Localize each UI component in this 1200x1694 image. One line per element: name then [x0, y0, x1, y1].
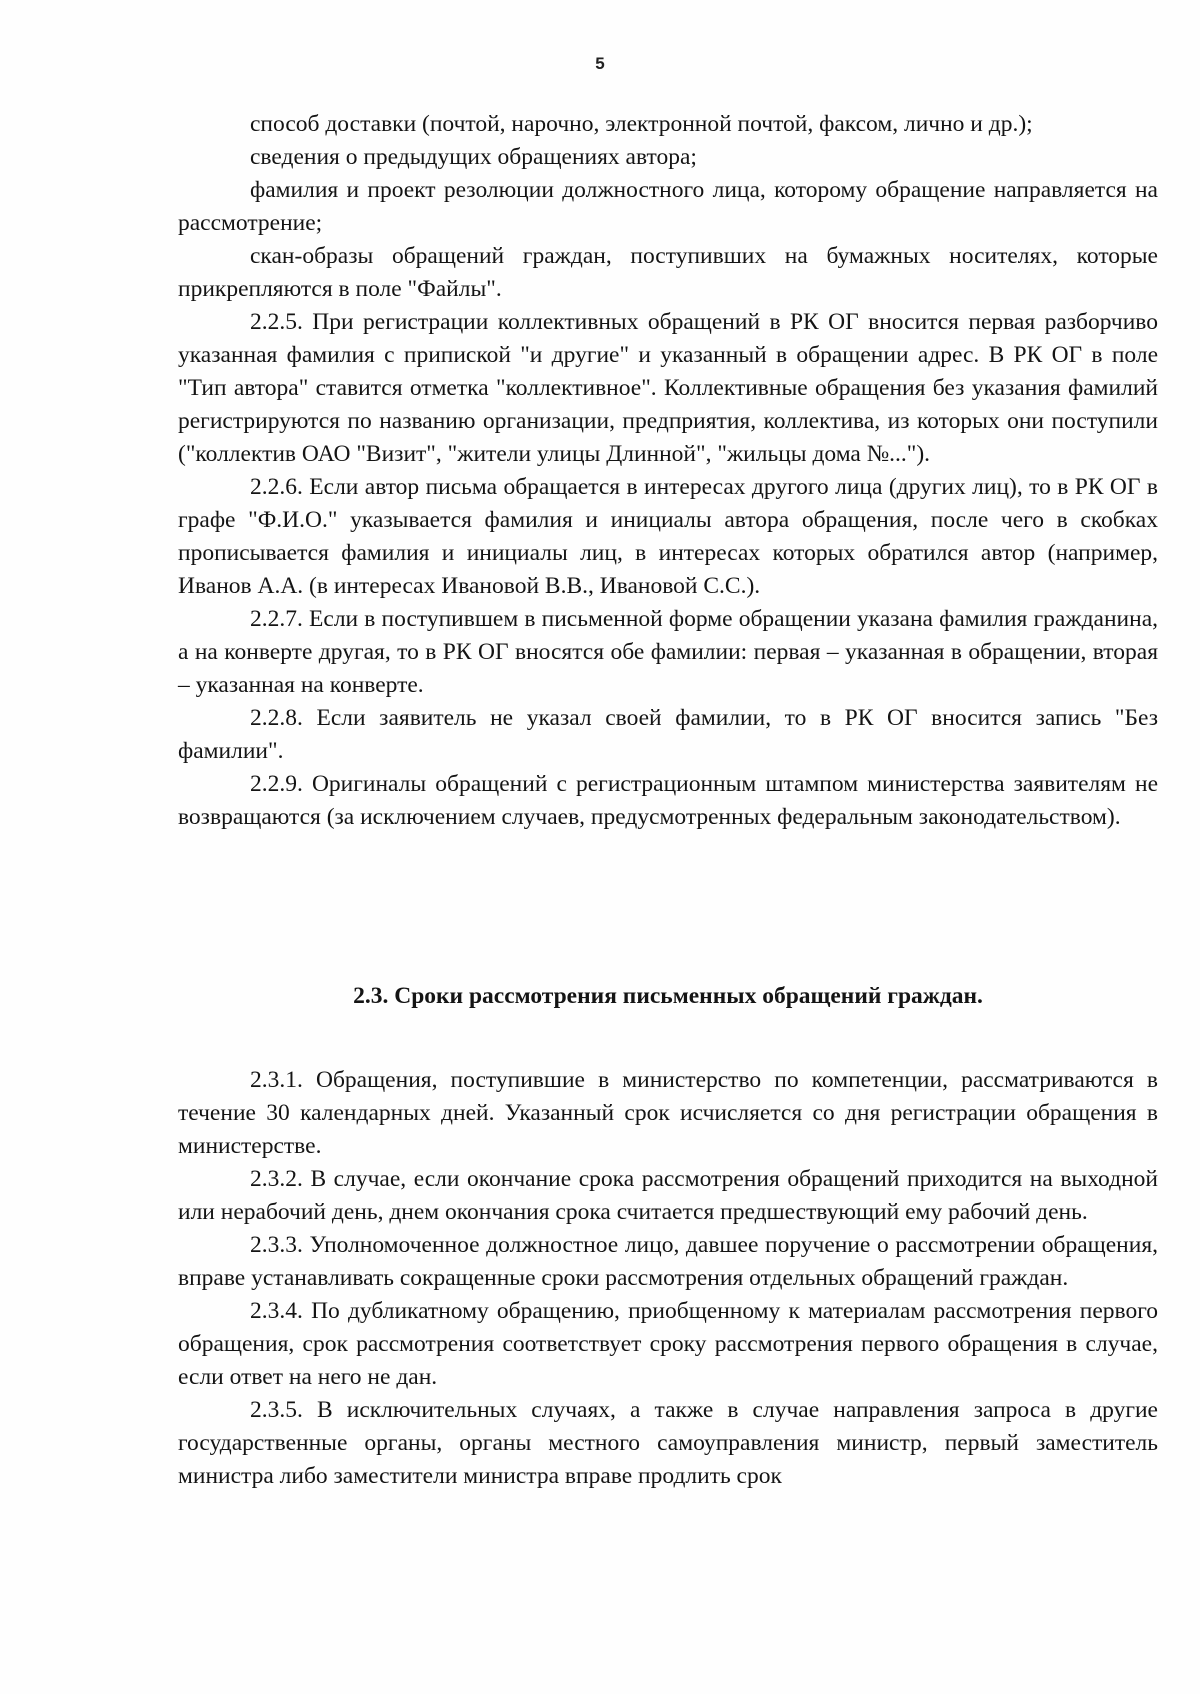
paragraph: 2.2.8. Если заявитель не указал своей фамилии, то в РК ОГ вносится запись "Без фамилии".	[178, 705, 1158, 764]
paragraph: 2.3.1. Обращения, поступившие в министерство по компетенции, рассматриваются в течение 30 календарных дней. Указанный срок исчисляется со дня регистрации обращения в министерстве.	[178, 1067, 1158, 1159]
paragraph: 2.3.4. По дубликатному обращению, приобщенному к материалам рассмотрения первого обращения, срок рассмотрения соответствует сроку рассмотрения первого обращения в случае, если ответ на него не дан.	[178, 1298, 1158, 1390]
paragraph: 2.2.7. Если в поступившем в письменной форме обращении указана фамилия гражданина, а на конверте другая, то в РК ОГ вносятся обе фамилии: первая – указанная в обращении, вторая – указанная на конверте.	[178, 606, 1158, 698]
top-text-block	[178, 108, 1158, 834]
paragraph: сведения о предыдущих обращениях автора;	[250, 144, 697, 170]
paragraph: 2.2.5. При регистрации коллективных обращений в РК ОГ вносится первая разборчиво указанная фамилия с припиской "и другие" и указанный в обращении адрес. В РК ОГ в поле "Тип автора" ставится отметка "коллективное". Коллективные обращения без указания фамилий регистрируются по названию организации, предприятия, коллектива, из которых они поступили ("коллектив ОАО "Визит", "жители улицы Длинной", "жильцы дома №...").	[178, 309, 1158, 467]
paragraph: 2.3.3. Уполномоченное должностное лицо, давшее поручение о рассмотрении обращения, вправе устанавливать сокращенные сроки рассмотрения отдельных обращений граждан.	[178, 1232, 1158, 1291]
paragraph: 2.3.2. В случае, если окончание срока рассмотрения обращений приходится на выходной или нерабочий день, днем окончания срока считается предшествующий ему рабочий день.	[178, 1166, 1158, 1225]
page-number: 5	[595, 54, 605, 73]
paragraph: 2.2.9. Оригиналы обращений с регистрационным штампом министерства заявителям не возвращаются (за исключением случаев, предусмотренных федеральным законодательством).	[178, 771, 1158, 830]
paragraph: фамилия и проект резолюции должностного лица, которому обращение направляется на рассмотрение;	[178, 177, 1158, 236]
section-heading: 2.3. Сроки рассмотрения письменных обращений граждан.	[353, 983, 983, 1009]
paragraph: 2.2.6. Если автор письма обращается в интересах другого лица (других лиц), то в РК ОГ в графе "Ф.И.О." указывается фамилия и инициалы автора обращения, после чего в скобках прописывается фамилия и инициалы лиц, в интересах которых обратился автор (например, Иванов А.А. (в интересах Ивановой В.В., Ивановой С.С.).	[178, 474, 1158, 599]
paragraph: 2.3.5. В исключительных случаях, а также в случае направления запроса в другие государственные органы, органы местного самоуправления министр, первый заместитель министра либо заместители министра вправе продлить срок	[178, 1397, 1158, 1489]
bottom-text-block	[178, 1064, 1158, 1493]
paragraph: способ доставки (почтой, нарочно, электронной почтой, факсом, лично и др.);	[250, 111, 1033, 137]
paragraph: скан-образы обращений граждан, поступивших на бумажных носителях, которые прикрепляются в поле "Файлы".	[178, 243, 1158, 302]
